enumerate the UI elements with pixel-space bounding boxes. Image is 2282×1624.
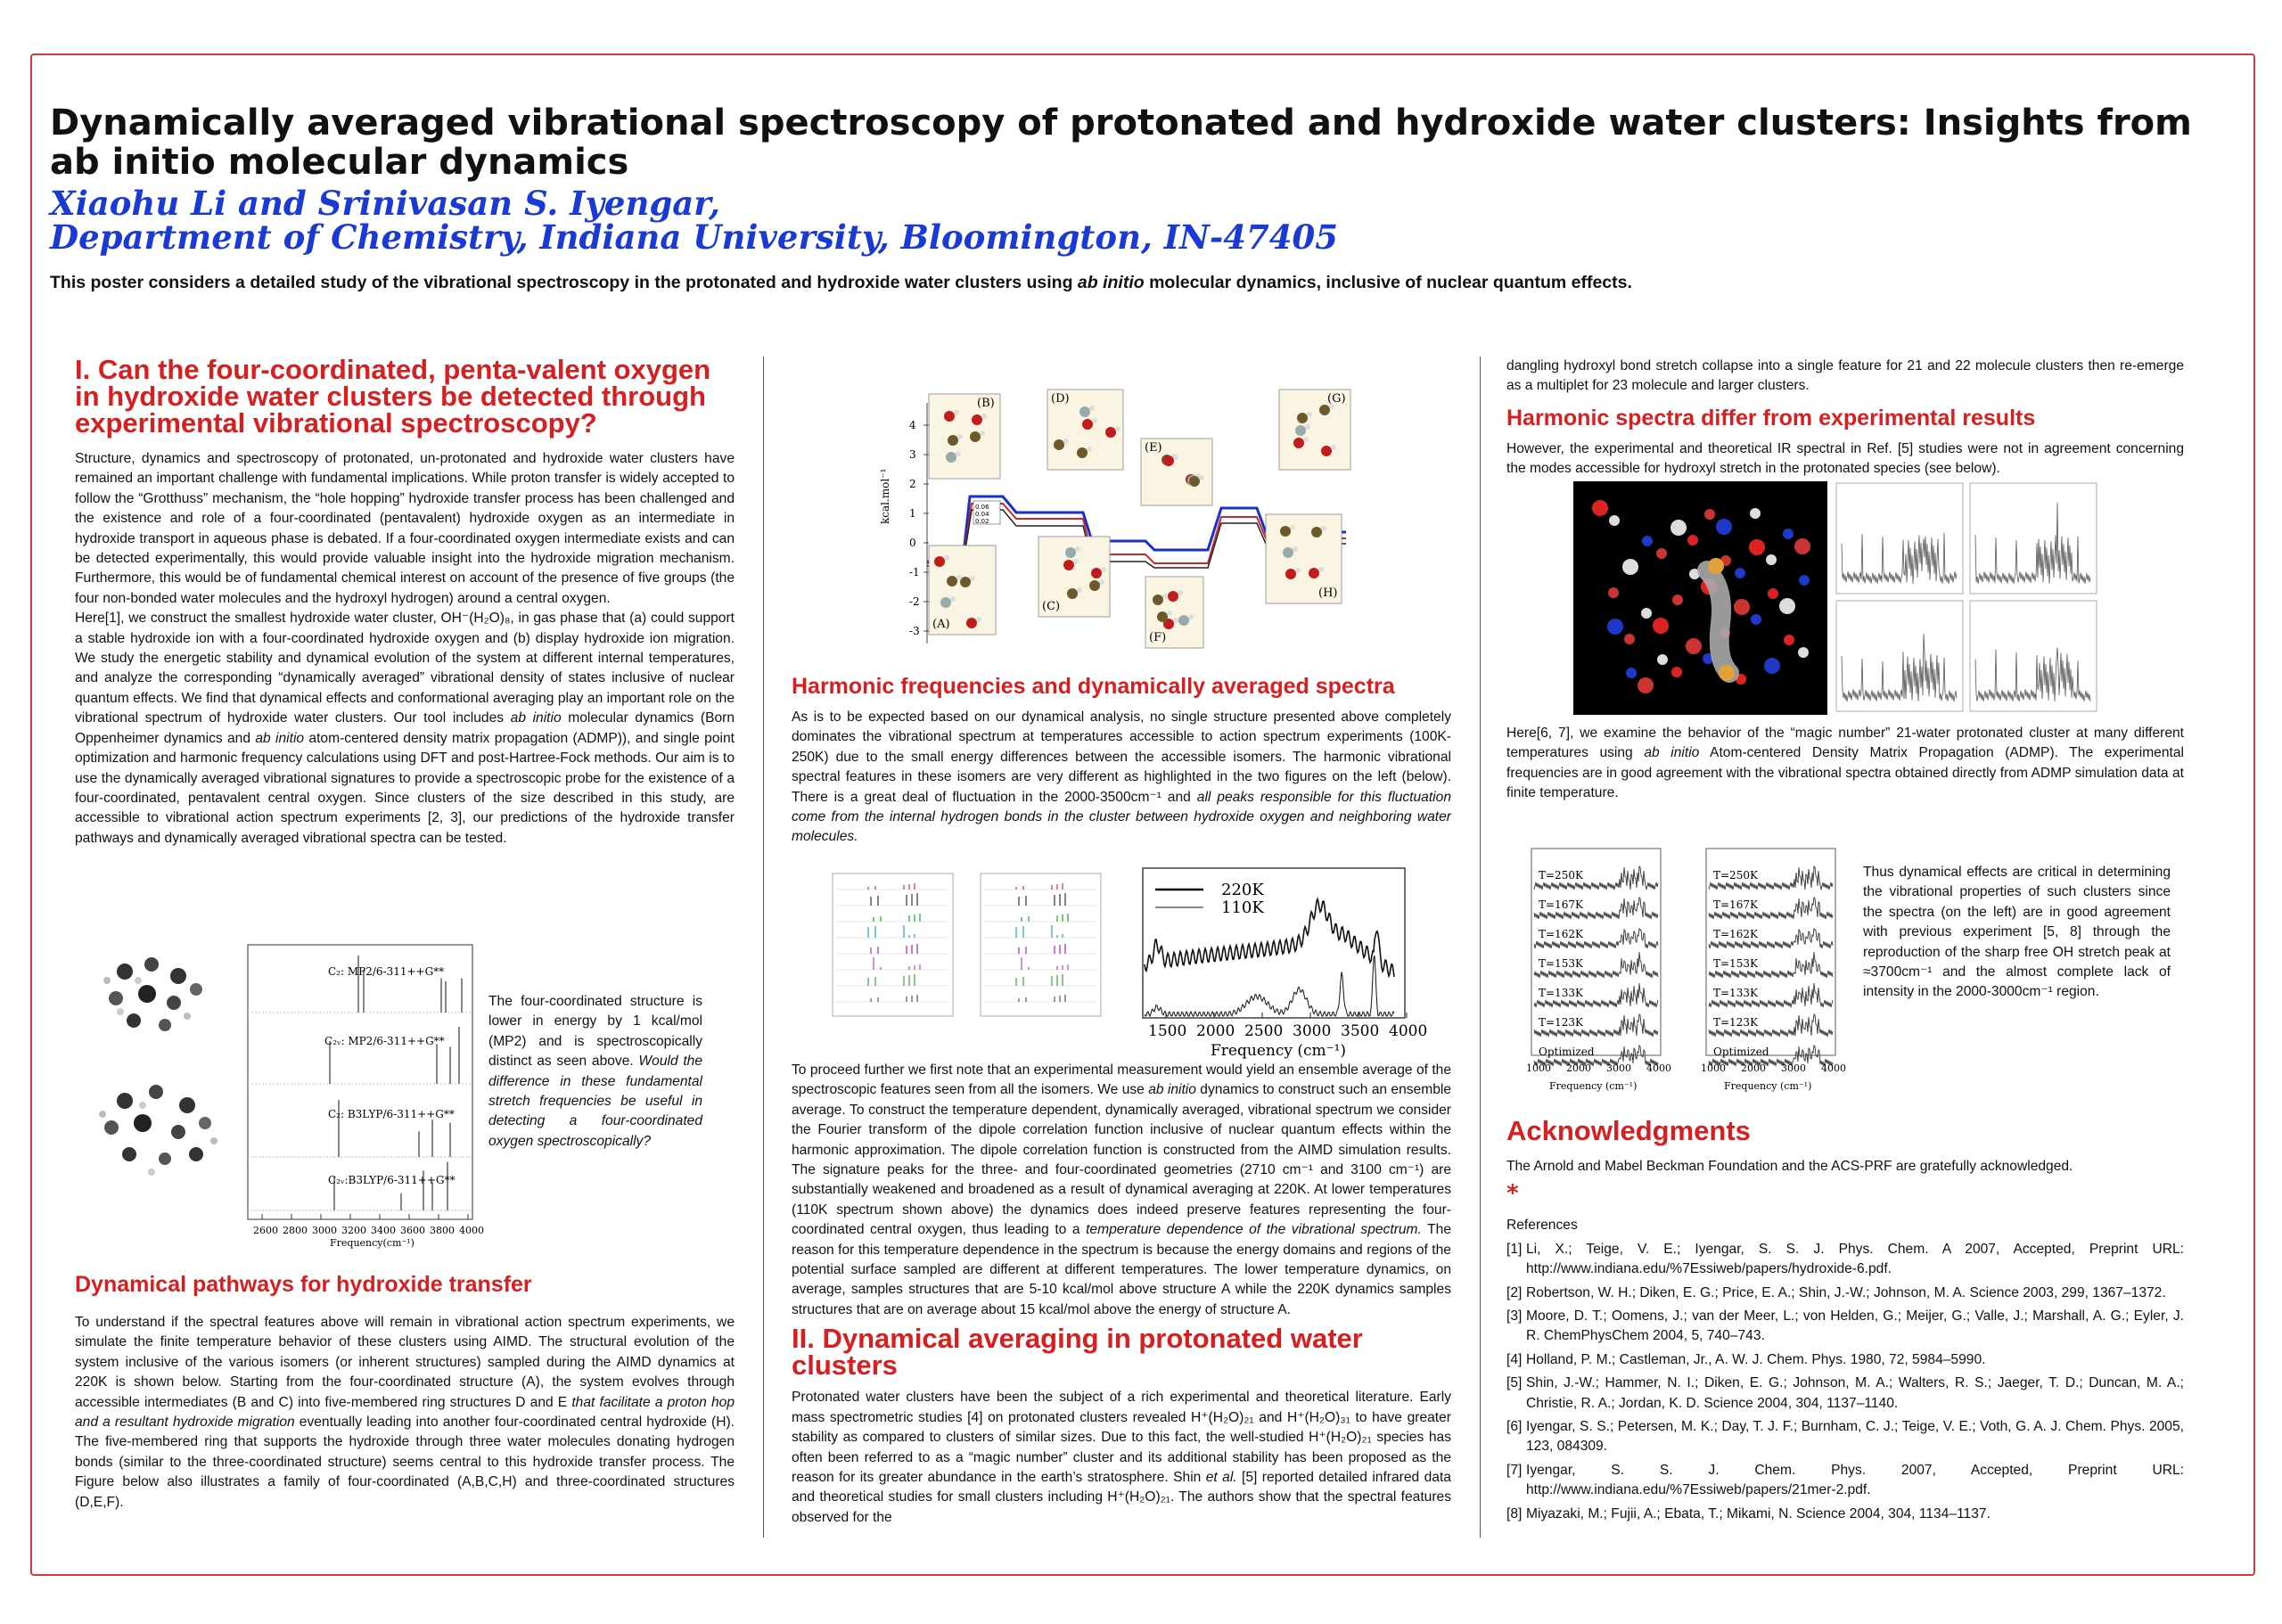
spectrum-tick: 2600 [253, 1225, 278, 1236]
dynamical-x-tick: 2000 [1196, 1022, 1235, 1040]
svg-text:0.04: 0.04 [975, 511, 989, 518]
reference-number: [6] [1506, 1419, 1523, 1435]
temperature-tick: 2000 [1741, 1062, 1766, 1074]
isomer-label: (B) [977, 397, 995, 410]
acknowledgments-text: The Arnold and Mabel Beckman Foundation and the ACS-PRF are gratefully acknowledged. [1506, 1159, 2073, 1174]
energy-y-tick: 1 [909, 507, 916, 520]
column-1 [75, 354, 735, 849]
legend-110k-label: 110K [1221, 898, 1264, 917]
protonated-cluster-image [1573, 481, 1827, 715]
isomer-structure-box [1141, 439, 1212, 505]
pathways-section [75, 1272, 735, 1513]
reference-number: [2] [1506, 1284, 1523, 1300]
reference-number: [3] [1506, 1308, 1523, 1325]
reference-item [1506, 1417, 2184, 1457]
spectrum-tick: 3200 [341, 1225, 366, 1236]
isomer-structure-box [1279, 390, 1350, 470]
isomer-label: (A) [932, 618, 950, 631]
temperature-label: T=133K [1713, 987, 1758, 999]
energy-y-tick: -3 [909, 625, 920, 637]
temperature-x-axis-label: Frequency (cm⁻¹) [1724, 1080, 1812, 1092]
reference-number: [7] [1506, 1462, 1523, 1478]
svg-text:0.06: 0.06 [975, 504, 989, 511]
energy-y-tick: -1 [909, 566, 920, 578]
section-2-heading: II. Dynamical averaging in protonated water clusters [792, 1323, 1363, 1382]
temperature-tick: 3000 [1781, 1062, 1806, 1074]
reference-text: Moore, D. T.; Oomens, J.; van der Meer, L.; von Helden, G.; Meijer, G.; Valle, J.; Marshall, A. G.; Eyler, J. R. ChemPhysChem 2004, 5, 740–743. [1526, 1308, 2184, 1344]
affiliation: Department of Chemistry, Indiana University, Bloomington, IN-47405 [50, 217, 1338, 257]
reference-item [1506, 1350, 2184, 1370]
temperature-tick: 1000 [1526, 1062, 1551, 1074]
temperature-tick: 3000 [1606, 1062, 1631, 1074]
spectrum-110k [1145, 956, 1394, 1016]
section-1-heading: I. Can the four-coordinated, penta-valent oxygen in hydroxide water clusters be detected through experimental vibrational spectroscopy? [75, 354, 711, 439]
reference-text: Li, X.; Teige, V. E.; Iyengar, S. S. J. Phys. Chem. A 2007, Accepted, Preprint URL: http://www.indiana.edu/%7Essiweb/papers/hydroxide-6.pdf. [1526, 1241, 2184, 1277]
temperature-label: T=167K [1713, 898, 1758, 911]
temperature-label: T=162K [1713, 928, 1758, 940]
spectrum-tick: 4000 [459, 1225, 484, 1236]
harmonic-paragraph-2: To proceed further we first note that an experimental measurement would yield an ensemble average of the spectroscopic features seen from all the isomers. We use ab initio dynamics to construct such an ensemble average. To construct the temperature dependent, dynamically averaged, vibrational spectrum we consider the Fourier transform of the dipole correlation function inclusive of nuclear quantum effects within the harmonic approximation. The dipole correlation function is constructed from the AIMD simulation results. The signature peaks for the three- and four-coordinated geometries (2710 cm⁻¹ and 3100 cm⁻¹) are substantially weakened and broadened as a result of dynamical averaging at 220K. At lower temperatures (110K spectrum shown above) the dynamics does indeed preserve features representing the four-coordinated central oxygen, thus leading to a temperature dependence of the vibrational spectrum. The reason for this temperature dependence in the spectrum is because the energy domains and regions of the potential surface sampled are different at different temperatures. The lower temperature dynamics, on average, samples structures that are 5-10 kcal/mol above structure A while the 220K dynamics samples structures that are on average about 15 kcal/mol above the energy of structure A. [792, 1062, 1452, 1317]
reference-item [1506, 1461, 2184, 1501]
temperature-label: T=153K [1539, 957, 1583, 970]
spectrum-label: C₂: MP2/6-311++G** [328, 965, 445, 978]
reference-number: [4] [1506, 1351, 1523, 1367]
authors: Xiaohu Li and Srinivasan S. Iyengar, [50, 184, 720, 223]
reference-number: [8] [1506, 1505, 1523, 1521]
column-2 [792, 674, 1451, 848]
energy-y-tick: 3 [909, 448, 916, 461]
spectrum-tick: 3000 [312, 1225, 337, 1236]
reference-item [1506, 1284, 2184, 1303]
column-2-lower [792, 1061, 1451, 1528]
temperature-label: T=167K [1539, 898, 1583, 911]
spectrum-220k [1145, 899, 1394, 977]
comparison-spectrum [1836, 483, 1963, 594]
harmonic-spectra-figure [241, 943, 484, 1251]
reference-number: [5] [1506, 1375, 1523, 1391]
harmonic-heading: Harmonic frequencies and dynamically averaged spectra [792, 674, 1395, 699]
temperature-spectra-figure [1526, 847, 1859, 1114]
svg-text:0.02: 0.02 [975, 518, 989, 525]
temperature-label: T=250K [1713, 869, 1758, 882]
temperature-tick: 4000 [1821, 1062, 1846, 1074]
temperature-tick: 4000 [1646, 1062, 1671, 1074]
harmonic-comparison-spectra [1835, 481, 2102, 715]
references-list [1506, 1240, 2184, 1524]
energy-y-axis-label: kcal.mol⁻¹ [879, 468, 891, 524]
dynamical-x-tick: 1500 [1148, 1022, 1187, 1040]
spectrum-tick: 3800 [430, 1225, 455, 1236]
reference-text: Iyengar, S. S.; Petersen, M. K.; Day, T. J. F.; Burnham, C. J.; Teige, V. E.; Voth, G. A. J. Chem. Phys. 2005, 123, 084309. [1526, 1419, 2184, 1455]
reference-item [1506, 1374, 2184, 1414]
pathways-paragraph: To understand if the spectral features above will remain in vibrational action spectrum experiments, we simulate the finite temperature behavior of these clusters using AIMD. The structural evolution of the system inclusive of the various isomers (or inherent structures) sampled during the AIMD dynamics at 220K is shown below. Starting from the four-coordinated structure (A), the system evolves through accessible intermediates (B and C) into five-membered ring structures D and E that facilitate a proton hop and a resultant hydroxide migration eventually leading into another four-coordinated central hydroxide (H). The five-membered ring that supports the hydroxide through three water molecules donating hydrogen bonds (similar to the three-coordinated structure) seems central to this hydroxide transfer process. The Figure below also illustrates a family of four-coordinated (A,B,C,H) and three-coordinated structures (D,E,F). [75, 1315, 735, 1510]
energy-y-tick: 0 [909, 537, 916, 549]
reference-item [1506, 1307, 2184, 1347]
asterisk: * [1506, 1180, 1519, 1208]
spectrum-x-axis-label: Frequency(cm⁻¹) [330, 1237, 415, 1249]
harmonic-differ-heading: Harmonic spectra differ from experimental results [1506, 405, 2036, 431]
cluster-structure-top [103, 957, 202, 1031]
comparison-spectrum [1836, 601, 1963, 711]
reference-item [1506, 1240, 2184, 1280]
temperature-tick: 2000 [1566, 1062, 1591, 1074]
isomer-label: (C) [1042, 600, 1061, 613]
reference-text: Robertson, W. H.; Diken, E. G.; Price, E. A.; Shin, J.-W.; Johnson, M. A. Science 2003, 299, 1367–1372. [1526, 1284, 2166, 1300]
dynamical-x-tick: 3000 [1293, 1022, 1332, 1040]
temperature-label: Optimized [1539, 1046, 1595, 1058]
isomer-label: (D) [1051, 392, 1070, 406]
references-heading: References [1506, 1218, 1578, 1234]
isomer-label: (E) [1145, 441, 1162, 455]
column-3 [1506, 357, 2184, 480]
isomer-structure-box [929, 394, 1000, 479]
spectrum-label: C₂ᵥ: MP2/6-311++G** [324, 1035, 445, 1047]
temperature-x-axis-label: Frequency (cm⁻¹) [1549, 1080, 1638, 1092]
column-3-paragraph-0: dangling hydroxyl bond stretch collapse into a single feature for 21 and 22 molecule clusters then re-emerge as a multiplet for 23 molecule and larger clusters. [1506, 358, 2184, 394]
dynamical-spectrum-figure [1132, 866, 1428, 1062]
dynamical-x-axis-label: Frequency (cm⁻¹) [1211, 1042, 1347, 1060]
spectrum-label: C₂ᵥ:B3LYP/6-311++G** [328, 1174, 456, 1186]
legend-220k-label: 220K [1221, 881, 1264, 899]
reference-text: Miyazaki, M.; Fujii, A.; Ebata, T.; Mikami, N. Science 2004, 304, 1134–1137. [1526, 1505, 1991, 1521]
temperature-label: T=123K [1539, 1016, 1583, 1029]
reference-text: Iyengar, S. S. J. Chem. Phys. 2007, Accepted, Preprint URL: http://www.indiana.edu/%7Essiweb/papers/21mer-2.pdf. [1526, 1462, 2184, 1498]
spectrum-label: C₂: B3LYP/6-311++G** [328, 1108, 455, 1120]
spectrum-tick: 2800 [283, 1225, 308, 1236]
temperature-label: Optimized [1713, 1046, 1769, 1058]
energy-y-tick: 2 [909, 478, 916, 490]
temperature-label: T=250K [1539, 869, 1583, 882]
cluster-structure-bottom [99, 1085, 218, 1176]
temperature-label: T=153K [1713, 957, 1758, 970]
reference-text: Holland, P. M.; Castleman, Jr., A. W. J. Chem. Phys. 1980, 72, 5984–5990. [1526, 1351, 1986, 1367]
isomer-label: (F) [1149, 631, 1167, 644]
energy-y-tick: -2 [909, 595, 920, 608]
temperature-label: T=162K [1539, 928, 1583, 940]
section-1-paragraph-1: Structure, dynamics and spectroscopy of protonated, un-protonated and hydroxide water clusters have remained an important challenge with fundamental implications. While proton transfer is widely accepted to follow the “Grotthuss” mechanism, the “hole hopping” hydroxide transfer process has been challenged and the existence and role of a four-coordinated (pentavalent) hydroxide oxygen as an intermediate in hydroxide transport in aqueous phase is debated. If a four-coordinated oxygen intermediate exists and can be detected experimentally, this would provide valuable insight into the hydroxide migration mechanism. Furthermore, this would be of fundamental chemical interest on account of the presence of five groups (the four non-bonded water molecules and the hydroxyl hydrogen) around a central oxygen. [75, 451, 735, 606]
reference-item [1506, 1505, 2184, 1524]
structure-caption: The four-coordinated structure is lower in energy by 1 kcal/mol (MP2) and is spectroscopically distinct as seen above. Would the difference in these fundamental stretch frequencies be useful in detecting a four-coordinated oxygen spectroscopically? [488, 994, 702, 1149]
acknowledgments-section [1506, 1115, 2184, 1528]
column-divider [763, 357, 764, 1538]
comparison-spectrum [1970, 601, 2097, 711]
temperature-label: T=133K [1539, 987, 1583, 999]
isomer-structure-box [929, 545, 996, 635]
isomer-label: (G) [1327, 392, 1346, 406]
temperature-tick: 1000 [1701, 1062, 1726, 1074]
isomer-structure-box [1145, 577, 1203, 648]
comparison-spectrum [1970, 483, 2097, 594]
harmonic-paragraph-1: As is to be expected based on our dynamical analysis, no single structure presented above completely dominates the vibrational spectrum at temperatures accessible to action spectrum experiments (100K-250K) due to the small energy differences between the accessible isomers. The harmonic vibrational spectral features in these isomers are very different as highlighted in the two figures on the left (below). There is a great deal of fluctuation in the 2000-3500cm⁻¹ and all peaks responsible for this fluctuation come from the internal hydrogen bonds in the cluster between hydroxide oxygen and neighboring water molecules. [792, 709, 1451, 845]
column-3-paragraph-1: However, the experimental and theoretical IR spectral in Ref. [5] studies were not in agreement concerning the modes accessible for hydroxyl stretch in the protonated species (see below). [1506, 440, 2184, 477]
reference-text: Shin, J.-W.; Hammer, N. I.; Diken, E. G.; Johnson, M. A.; Walters, R. S.; Jaeger, T. D.; Duncan, M. A.; Christie, R. A.; Jordan, K. D. Science 2004, 304, 1137–1140. [1526, 1375, 2184, 1411]
column-divider [1480, 357, 1481, 1538]
spectrum-tick: 3600 [400, 1225, 425, 1236]
pathways-heading: Dynamical pathways for hydroxide transfer [75, 1272, 532, 1297]
temperature-label: T=123K [1713, 1016, 1758, 1029]
dynamical-x-tick: 2500 [1244, 1022, 1284, 1040]
column-3-para-2: Here[6, 7], we examine the behavior of the “magic number” 21-water protonated cluster at many different temperatures using ab initio Atom-centered Density Matrix Propagation (ADMP). The experimental frequencies are in good agreement with the vibrational spectra obtained directly from ADMP simulation data at finite temperature. [1506, 726, 2184, 801]
isomer-spectra-figure [831, 872, 1107, 1032]
reference-number: [1] [1506, 1241, 1523, 1257]
section-1-paragraph-2: Here[1], we construct the smallest hydroxide water cluster, OH⁻(H₂O)₈, in gas phase that (a) could support a stable hydroxide ion with a four-coordinated hydroxide oxygen and (b) display hydroxide ion migration. We study the energetic stability and dynamical evolution of the system at different internal temperatures, and analyze the corresponding “dynamically averaged” vibrational density of states inclusive of nuclear quantum effects. We find that dynamical effects and conformational averaging play an important role on the vibrational spectrum of hydroxide water clusters. Our tool includes ab initio molecular dynamics (Born Oppenheimer dynamics and ab initio atom-centered density matrix propagation (ADMP)), and single point optimization and harmonic frequency calculations using DFT and post-Hartree-Fock methods. Our aim is to use the dynamically averaged vibrational signatures to provide a spectroscopic probe for the existence of a four-coordinated, pentavalent central oxygen. Since clusters of the size described in this study, are accessible to vibrational action spectrum experiments [2, 3], our predictions of the hydroxide transfer pathways and dynamically averaged vibrational spectra can be tested. [75, 611, 735, 846]
isomer-structure-box [1266, 514, 1342, 603]
abstract: This poster considers a detailed study of the vibrational spectroscopy in the protonated and hydroxide water clusters using ab initio molecular dynamics, inclusive of nuclear quantum effects. [50, 273, 1632, 292]
section-2-paragraph: Protonated water clusters have been the subject of a rich experimental and theoretical literature. Early mass spectrometric studies [4] on protonated clusters revealed H⁺(H₂O)₂₁ and H⁺(H₂O)₃₁ to have greater stability as compared to clusters of similar sizes. Due to this fact, the well-studied H⁺(H₂O)₂₁ species has often been referred to as a “magic number” cluster and its additional stability has been proposed as the reason for its greater abundance in the earth’s stratosphere. Shin et al. [5] reported detailed infrared data and theoretical studies for small clusters including H⁺(H₂O)₂₁. The authors show that the spectral features observed for the [792, 1390, 1451, 1525]
acknowledgments-heading: Acknowledgments [1506, 1115, 1751, 1146]
poster-title: Dynamically averaged vibrational spectroscopy of protonated and hydroxide water clusters: Insights from ab initio molecular dynamics [50, 103, 2192, 183]
spectrum-tick: 3400 [371, 1225, 396, 1236]
isomer-structure-box [1047, 390, 1123, 470]
energy-pathway-figure [874, 385, 1355, 652]
cluster-structures-figure [89, 945, 241, 1203]
isomer-structure-box [1038, 537, 1110, 617]
dynamical-x-tick: 3500 [1341, 1022, 1380, 1040]
dynamical-effects-caption: Thus dynamical effects are critical in determining the vibrational properties of such clusters since the spectra (on the left) are in good agreement with previous experiment [5, 8] through the reproduction of the sharp free OH stretch peak at ≈3700cm⁻¹ and the almost complete lack of intensity in the 2000-3000cm⁻¹ region. [1863, 865, 2171, 1000]
energy-y-tick: 4 [909, 419, 916, 431]
isomer-label: (H) [1318, 586, 1338, 600]
dynamical-x-tick: 4000 [1389, 1022, 1428, 1040]
